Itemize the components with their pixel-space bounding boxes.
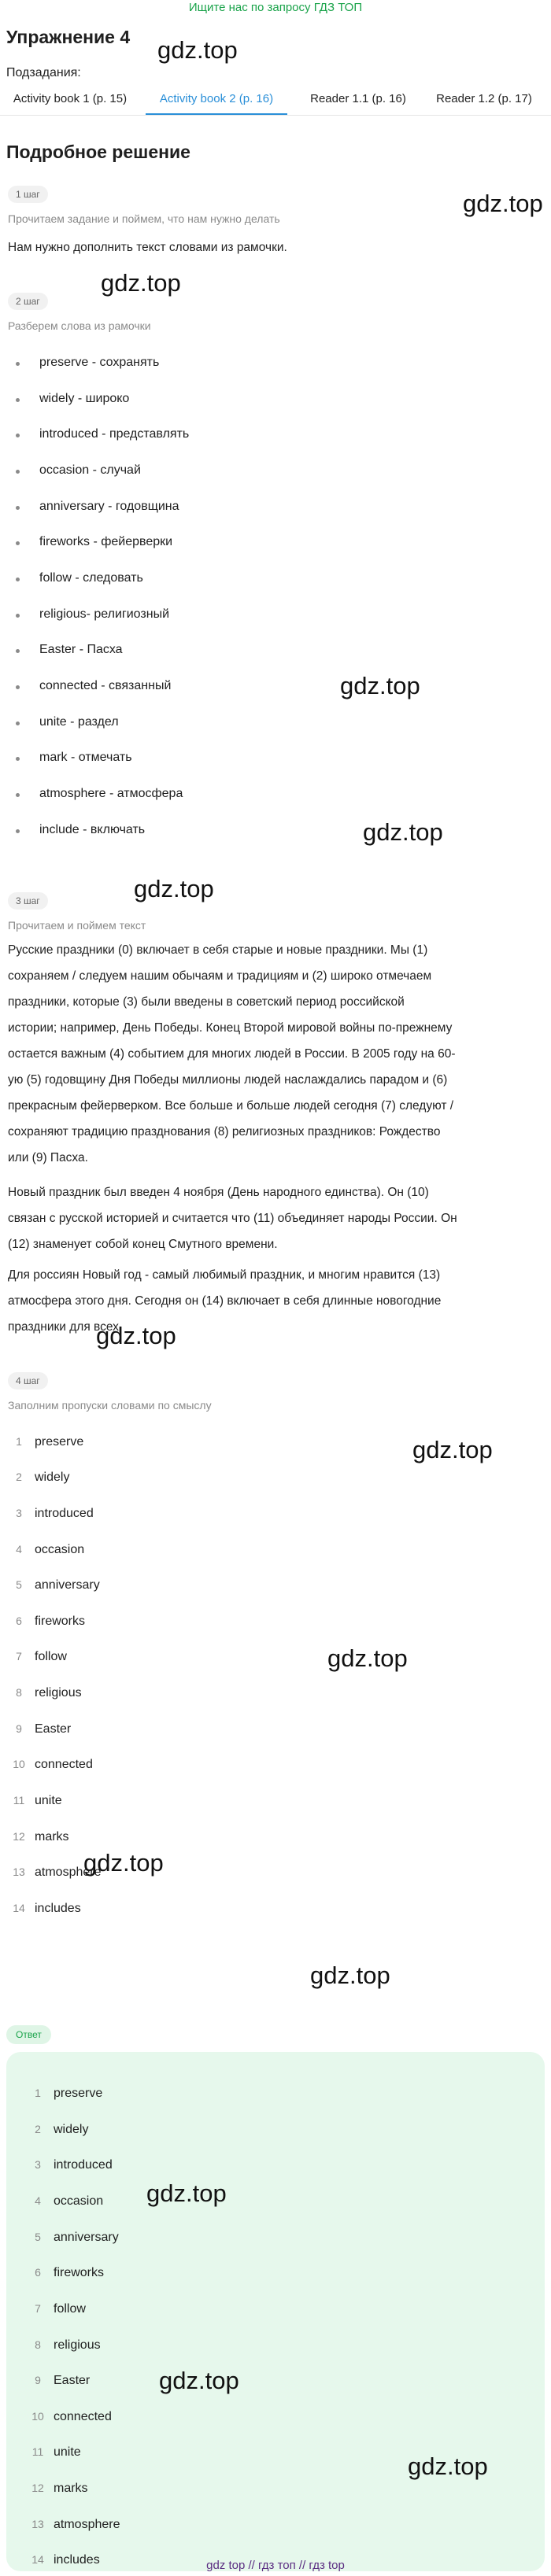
watermark: gdz.top [159,2367,239,2394]
step-4-badge: 4 шаг [8,1372,48,1389]
watermark: gdz.top [310,1962,390,1989]
list-item: follow - следовать [17,571,143,585]
watermark: gdz.top [340,672,420,699]
step-1-text: Нам нужно дополнить текст словами из рамочки. [8,241,287,254]
text-line: праздники, которые (3) были введены в советский период российской [8,995,405,1009]
text-line: ую (5) годовщину Дня Победы миллионы людей наслаждались парадом и (6) [8,1073,448,1087]
text-line: истории; например, День Победы. Конец Второй мировой войны по-прежнему [8,1021,453,1035]
list-item: mark - отмечать [17,751,132,765]
list-item: fireworks - фейерверки [17,535,172,549]
list-item: preserve - сохранять [17,356,159,370]
text-line: или (9) Пасха. [8,1151,88,1164]
text-line: праздники для всех. [8,1320,123,1334]
list-item: widely - широко [17,392,129,406]
subtasks-label: Подзадания: [6,66,81,79]
step-2-caption: Разберем слова из рамочки [8,319,151,332]
step-4-caption: Заполним пропуски словами по смыслу [8,1399,212,1412]
watermark: gdz.top [146,2179,227,2207]
text-line: атмосфера этого дня. Сегодня он (14) включает в себя длинные новогодние [8,1294,442,1308]
footer-links[interactable]: gdz top // гдз топ // гдз top [206,2559,345,2572]
watermark: gdz.top [101,269,181,297]
solution-heading: Подробное решение [6,142,190,162]
text-paragraph-3 [8,1262,543,1340]
list-item: anniversary - годовщина [17,500,179,514]
text-line: остается важным (4) событием для многих людей в России. В 2005 году на 60- [8,1047,456,1061]
tab-activity-book-1[interactable]: Activity book 1 (p. 15) [13,92,128,105]
watermark: gdz.top [157,36,238,64]
answer-box: 1 preserve 2 widely 3 introduced 4 occasion 5 anniversary 6 fireworks 7 follow 8 religious 9 Easter 10 connected 11 unite 12 marks 13 atmosphere 14 includes [6,2052,545,2571]
text-line: прекрасным фейерверком. Все больше и больше людей сегодня (7) следуют / [8,1099,454,1113]
watermark: gdz.top [134,875,214,902]
watermark: gdz.top [463,190,543,217]
watermark: gdz.top [83,1849,164,1877]
text-line: Для россиян Новый год - самый любимый праздник, и многим нравится (13) [8,1268,441,1282]
watermark: gdz.top [96,1322,176,1349]
list-item: Easter - Пасха [17,643,123,657]
text-line: сохраняют традицию празднования (8) религиозных праздников: Рождество [8,1125,441,1139]
tab-reader-1-2[interactable]: Reader 1.2 (p. 17) [436,92,532,105]
tab-reader-1-1[interactable]: Reader 1.1 (p. 16) [310,92,406,105]
text-paragraph-1 [8,937,543,1171]
watermark: gdz.top [363,818,443,846]
list-item: occasion - случай [17,463,141,478]
answer-label: Ответ [6,2025,51,2044]
list-item: unite - раздел [17,715,119,729]
list-item: connected - связанный [17,679,171,693]
step-3-caption: Прочитаем и поймем текст [8,919,146,932]
list-item: include - включать [17,823,145,837]
list-item: atmosphere - атмосфера [17,787,183,801]
text-line: сохраняем / следуем нашим обычаям и традициям и (2) широко отмечаем [8,969,432,983]
list-item: introduced - представлять [17,427,189,441]
step-2-badge: 2 шаг [8,293,48,310]
watermark: gdz.top [412,1436,493,1463]
list-item: religious- религиозный [17,607,169,622]
step-1-badge: 1 шаг [8,186,48,203]
tab-activity-book-2[interactable]: Activity book 2 (p. 16) [146,83,287,115]
text-line: связан с русской историей и считается что (11) объединяет народы России. Он [8,1212,457,1225]
step-1-caption: Прочитаем задание и поймем, что нам нужно делать [8,212,280,225]
text-line: Новый праздник был введен 4 ноября (День народного единства). Он (10) [8,1186,429,1199]
subtask-tabs [0,83,551,116]
step-3-badge: 3 шаг [8,892,48,910]
watermark: gdz.top [327,1644,408,1672]
search-us-link[interactable]: Ищите нас по запросу ГДЗ ТОП [188,1,363,14]
text-paragraph-2 [8,1179,543,1257]
text-line: (12) знаменует собой конец Смутного времени. [8,1238,278,1251]
text-line: Русские праздники (0) включает в себя старые и новые праздники. Мы (1) [8,943,428,957]
page-title: Упражнение 4 [6,27,131,47]
watermark: gdz.top [408,2452,488,2480]
